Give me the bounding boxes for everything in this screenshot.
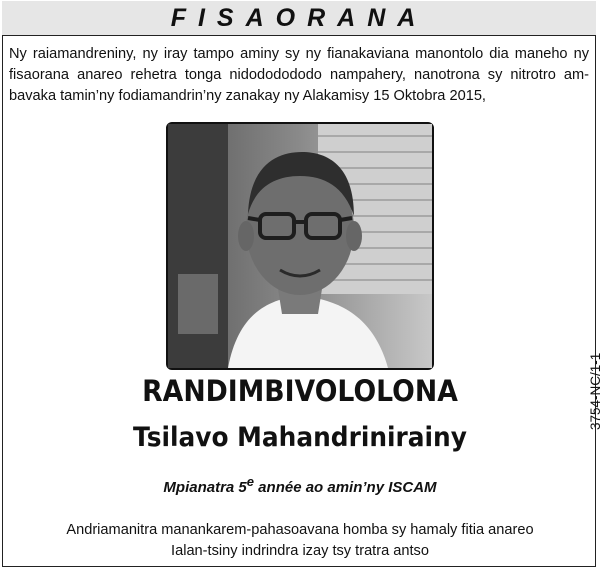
notice-header — [2, 1, 596, 36]
role-suffix: année ao amin’ny ISCAM — [254, 479, 437, 496]
reference-code: 3754-NC/1-1 — [588, 352, 603, 430]
notice-title: FISAORANA — [170, 3, 428, 32]
role-superscript: e — [246, 474, 255, 489]
closing-text — [0, 520, 600, 562]
closing-line-1: Andriamanitra manankarem-pahasoavana homba sy hamaly fitia anareo — [66, 522, 534, 538]
deceased-surname: RANDIMBIVOLOLONA — [142, 374, 458, 408]
deceased-role — [0, 474, 600, 496]
intro-paragraph: Ny raiamandreniny, ny iray tampo aminy sy ny fianakaviana manontolo dia maneho ny fisaorana anareo rehetra tonga nidododododo nampahery, nanotrona sy nitrotro am-bavaka tamin’ny fodiamandrin’ny zanakay ny Alakamisy 15 Oktobra 2015, — [9, 46, 589, 104]
portrait-photo — [166, 122, 434, 370]
deceased-given-names: Tsilavo Mahandrinirainy — [133, 422, 467, 453]
portrait-illustration — [168, 124, 432, 368]
closing-line-2: Ialan-tsiny indrindra izay tsy tratra antso — [171, 543, 429, 559]
role-prefix: Mpianatra 5 — [163, 479, 247, 496]
